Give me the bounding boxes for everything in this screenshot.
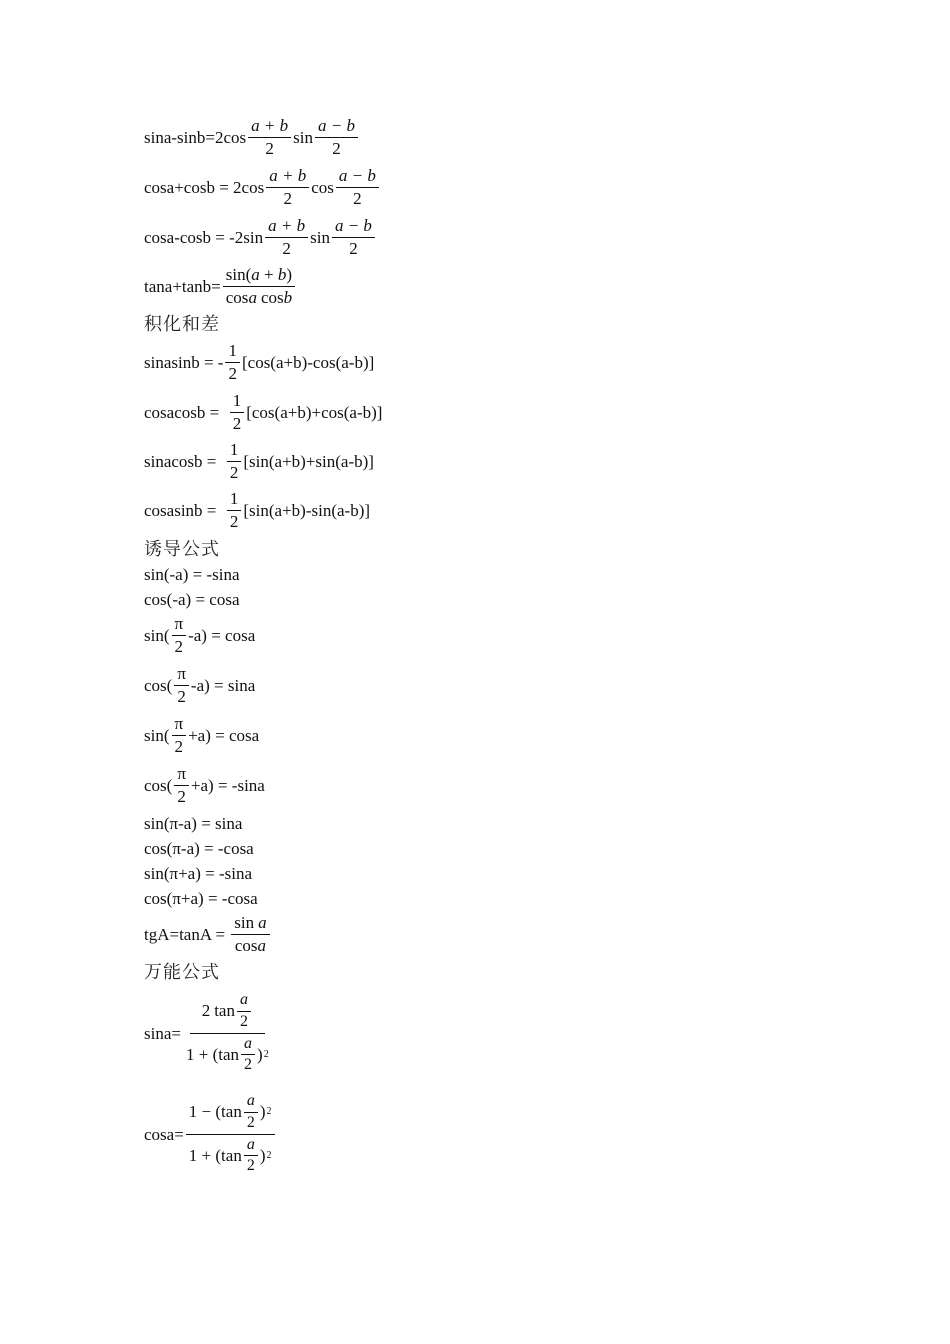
fraction: $\frac{a + b}{2}$: [265, 217, 308, 258]
fraction: $\frac{a - b}{2}$: [336, 167, 379, 208]
formula-cos-sum: cosa+cosb = 2cos $\frac{a + b}{2}$ cos $\frac{a - b}{2}$: [144, 167, 381, 208]
fraction: $\frac{1}{2}$: [230, 392, 245, 433]
section-heading-universal: 万能公式: [144, 962, 220, 983]
fraction: $\frac{1}{2}$: [227, 490, 242, 531]
fraction: sin a cos a: [231, 914, 269, 955]
formula-induction-4: cos( $\frac{\pi}{2}$ -a) = sina: [144, 664, 256, 706]
fraction: $\frac{\pi}{2}$: [174, 665, 189, 706]
formula-induction-3: sin( $\frac{\pi}{2}$ -a) = cosa: [144, 614, 256, 656]
fraction: $\frac{1}{2}$: [225, 342, 240, 383]
fraction: sin( a + b ) cos a cos b: [223, 266, 295, 307]
fraction: 2 tan $\frac{a}{2}$ 1 + ( tan $\frac{a}{2}$ ) 2: [185, 991, 269, 1074]
formula-sinasinb: sinasinb = - $\frac{1}{2}$ [cos(a+b)-cos(a-b)]: [144, 341, 375, 383]
formula-induction-5: sin( $\frac{\pi}{2}$ +a) = cosa: [144, 714, 260, 756]
formula-induction-6: cos( $\frac{\pi}{2}$ +a) = -sina: [144, 764, 265, 806]
formula-universal-cosa: cosa= 1 − ( tan $\frac{a}{2}$ ) 2 1 + ( tan $\frac{a}{2}$ ) 2: [144, 1093, 277, 1175]
fraction: $\frac{\pi}{2}$: [172, 715, 187, 756]
fraction: $\frac{a + b}{2}$: [266, 167, 309, 208]
fraction: $\frac{a + b}{2}$: [248, 117, 291, 158]
formula-induction-9: sin(π+a) = -sina: [144, 864, 253, 883]
fraction: $\frac{1}{2}$: [227, 441, 242, 482]
formula-sinacosb: sinacosb = $\frac{1}{2}$ [sin(a+b)+sin(a-b)]: [144, 440, 374, 482]
fraction: $\frac{\pi}{2}$: [174, 765, 189, 806]
formula-cos-difference: cosa-cosb = -2sin $\frac{a + b}{2}$ sin $\frac{a - b}{2}$: [144, 217, 377, 258]
formula-tan-sum: tana+tanb= sin( a + b ) cos a cos b: [144, 266, 297, 307]
fraction: $\frac{a - b}{2}$: [332, 217, 375, 258]
formula-tga: tgA=tanA = sin a cos a: [144, 914, 272, 955]
section-heading-induction: 诱导公式: [144, 539, 220, 560]
formula-cosacosb: cosacosb = $\frac{1}{2}$ [cos(a+b)+cos(a-b)]: [144, 391, 383, 433]
formula-induction-8: cos(π-a) = -cosa: [144, 839, 254, 858]
fraction: 1 − ( tan $\frac{a}{2}$ ) 2 1 + ( tan $\frac{a}{2}$ ) 2: [186, 1093, 275, 1175]
formula-induction-1: sin(-a) = -sina: [144, 565, 240, 584]
section-heading-product-to-sum: 积化和差: [144, 314, 220, 335]
fraction: $\frac{a - b}{2}$: [315, 117, 358, 158]
fraction: $\frac{\pi}{2}$: [172, 615, 187, 656]
formula-induction-7: sin(π-a) = sina: [144, 814, 243, 833]
formula-cosasinb: cosasinb = $\frac{1}{2}$ [sin(a+b)-sin(a-b)]: [144, 489, 371, 531]
formula-sin-difference: sina-sinb=2cos $\frac{a + b}{2}$ sin $\frac{a - b}{2}$: [144, 117, 360, 158]
formula-universal-sina: sina= 2 tan $\frac{a}{2}$ 1 + ( tan $\frac{a}{2}$ ) 2: [144, 992, 274, 1074]
formula-induction-10: cos(π+a) = -cosa: [144, 889, 258, 908]
formula-induction-2: cos(-a) = cosa: [144, 590, 240, 609]
